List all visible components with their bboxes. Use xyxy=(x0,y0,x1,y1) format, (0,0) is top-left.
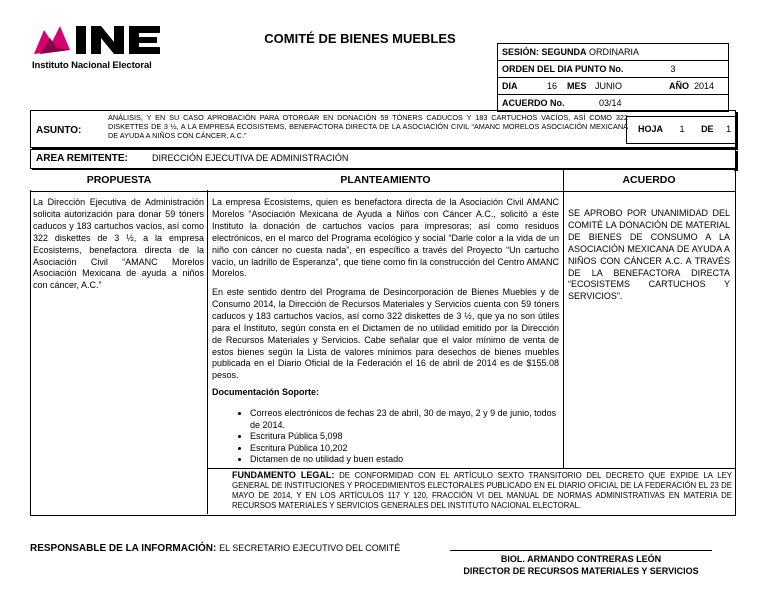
doc-item: • Dictamen de no utilidad y buen estado xyxy=(250,454,559,466)
planteamiento-p2: En este sentido dentro del Programa de Desincorporación de Bienes Muebles y de Consumo 2014, la Dirección de Recursos Materiales y Servicios cuenta con 59 tóners caducos y 183 cartuchos vacíos, así como 322 diskettes de 3 ½, que ya no son útiles para el Instituto, según consta en el Dictamen de no utilidad emitido por la Dirección de Recursos Materiales y Servicios. Cabe señalar que el valor mínimo de venta de estos bienes según la Lista de valores mínimos para desechos de bienes muebles publicada en el Diario Oficial de la Federación el 16 de abril de 2014 es de $155.08 pesos. xyxy=(212,287,559,381)
signature-block xyxy=(450,553,712,577)
col-header-propuesta: PROPUESTA xyxy=(30,170,208,190)
session-info-table xyxy=(497,43,729,112)
responsable-info xyxy=(30,543,400,554)
area-value: DIRECCIÓN EJECUTIVA DE ADMINISTRACIÓN xyxy=(152,153,349,163)
sesion-cell: SESIÓN: SEGUNDA ORDINARIA xyxy=(498,44,729,61)
col-divider-1 xyxy=(207,170,208,514)
fundamento-legal xyxy=(232,470,732,511)
fundamento-divider xyxy=(207,468,736,469)
orden-cell: ORDEN DEL DIA PUNTO No. 3 xyxy=(498,61,729,78)
responsable-value: EL SECRETARIO EJECUTIVO DEL COMITÉ xyxy=(219,543,401,553)
fecha-cell: DIA 16 MES JUNIO AÑO 2014 xyxy=(498,78,729,95)
responsable-label: RESPONSABLE DE LA INFORMACIÓN: xyxy=(30,543,217,554)
doc-soporte-title: Documentación Soporte: xyxy=(212,387,320,397)
header-divider xyxy=(30,191,736,192)
area-label: AREA REMITENTE: xyxy=(36,153,128,164)
planteamiento-p1: La empresa Ecosistems, quien es benefactora directa de la Asociación Civil AMANC Morelos “Asociación Mexicana de Ayuda a Niños con Cáncer A.C., solicitó a éste Instituto la donación de cartuchos vacíos para impresoras; así como residuos electrónicos, en el marco del Programa ecológico y social “Darle color a la vida de un niño con cáncer no cuesta nada”, en específico a través del Proyecto “Un cartucho vacío, un ladrillo de Esperanza”, que tiene como fin la construcción del Centro AMANC Morelos. xyxy=(212,197,559,279)
propuesta-text: La Dirección Ejecutiva de Administración solicita autorización para donar 59 tóners caducos y 183 cartuchos vacíos, así como 322 diskettes de 3 ½, a la empresa Ecosistems, benefactora directa de la Asociación Civil “AMANC Morelos Asociación Mexicana de ayuda a niños con cáncer, A.C.” xyxy=(33,197,204,291)
signer-name: BIOL. ARMANDO CONTRERAS LEÓN xyxy=(500,554,662,564)
acuerdo-cell: ACUERDO No. 03/14 xyxy=(498,95,729,112)
fundamento-label: FUNDAMENTO LEGAL: xyxy=(232,470,335,480)
doc-soporte-list xyxy=(212,408,559,466)
col-divider-2 xyxy=(563,170,564,468)
fundamento-text: DE CONFORMIDAD CON EL ARTÍCULO SEXTO TRANSITORIO DEL DECRETO QUE EXPIDE LA LEY GENERAL DE INSTITUCIONES Y PROCEDIMIENTOS ELECTORALES PUBLICADO EN EL DIARIO OFICIAL DE LA FEDERACIÓN EL 23 DE MAYO DE 2014, Y EN LOS ARTÍCULOS 117 Y 120, FRACCIÓN VI DEL MANUAL DE NORMAS ADMINISTRATIVAS EN MATERIA DE RECURSOS MATERIALES Y SERVICIOS GENERALES DEL INSTITUTO NACIONAL ELECTORAL. xyxy=(232,471,733,510)
col-header-acuerdo: ACUERDO xyxy=(564,170,734,190)
doc-item: • Escritura Pública 10,202 xyxy=(250,443,559,455)
area-box xyxy=(30,149,736,169)
col-header-planteamiento: PLANTEAMIENTO xyxy=(208,170,563,190)
acuerdo-text: SE APROBO POR UNANIMIDAD DEL COMITÉ LA DONACIÓN DE MATERIAL DE BIENES DE CONSUMO A LA ASOCIACIÓN MEXICANA DE AYUDA A NIÑOS CON CÁNCER A.C. A TRAVÉS DE LA BENEFACTORA DIRECTA “ECOSISTEMS CARTUCHOS Y SERVICIOS”. xyxy=(568,208,730,302)
doc-item: • Correos electrónicos de fechas 23 de abril, 30 de mayo, 2 y 9 de junio, todos de 2014. xyxy=(250,408,559,431)
asunto-text: ANÁLISIS, Y EN SU CASO APROBACIÓN PARA OTORGAR EN DONACIÓN 59 TÓNERS CADUCOS Y 183 CARTUCHOS VACÍOS, ASÍ COMO 322 DISKETTES DE 3 ½, A LA EMPRESA ECOSISTEMS, BENEFACTORA DIRECTA DE LA ASOCIACIÓN CIVIL “AMANC MORELOS ASOCIACIÓN MEXICANA DE AYUDA A NIÑOS CON CÁNCER, A.C.” xyxy=(108,113,628,141)
hoja-info: HOJA 1 DE 1 xyxy=(638,124,732,134)
doc-item: • Escritura Pública 5,098 xyxy=(250,431,559,443)
logo-subtitle: Instituto Nacional Electoral xyxy=(32,60,152,71)
signature-line xyxy=(450,550,712,551)
committee-title: COMITÉ DE BIENES MUEBLES xyxy=(264,31,456,46)
asunto-label: ASUNTO: xyxy=(36,125,82,136)
signer-title: DIRECTOR DE RECURSOS MATERIALES Y SERVICIOS xyxy=(463,566,699,576)
